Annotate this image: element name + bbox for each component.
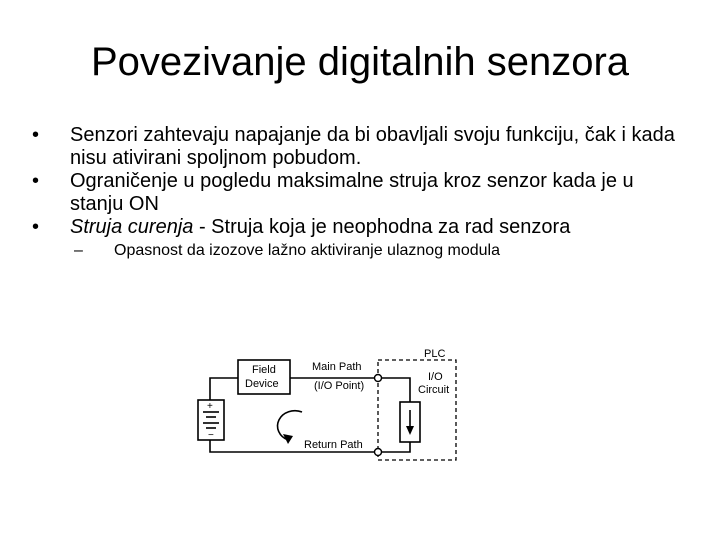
sub-bullet-list <box>70 241 690 261</box>
sub-bullet-text: Opasnost da izozove lažno aktiviranje ulaznog modula <box>114 242 501 259</box>
main-path-label: Main Path <box>312 361 362 373</box>
bullet-item <box>30 170 690 216</box>
plc-label: PLC <box>424 348 446 360</box>
sub-bullet-item <box>70 241 690 261</box>
battery-plus: + <box>207 401 213 412</box>
bullet-item <box>30 124 690 170</box>
return-terminal <box>375 449 382 456</box>
bullet-text: Ograničenje u pogledu maksimalne struja kroz senzor kada je u stanju ON <box>70 170 634 215</box>
sensor-circuit-diagram <box>192 340 492 470</box>
field-device-label-2: Device <box>245 378 279 390</box>
io-circuit-label-2: Circuit <box>418 384 450 396</box>
bullet-emphasis: Struja curenja <box>70 216 194 238</box>
slide-title: Povezivanje digitalnih senzora <box>90 40 630 84</box>
return-path-label: Return Path <box>304 439 363 451</box>
io-point-label: (I/O Point) <box>314 380 365 392</box>
field-device-label-1: Field <box>252 364 276 376</box>
battery-minus: − <box>208 430 214 441</box>
bullet-text: - Struja koja je neophodna za rad senzora <box>193 216 571 238</box>
io-point-terminal <box>375 375 382 382</box>
bullet-item <box>30 216 690 261</box>
bullet-list <box>30 124 690 261</box>
io-circuit-label-1: I/O <box>428 371 443 383</box>
bullet-text: Senzori zahtevaju napajanje da bi obavljali svoju funkciju, čak i kada nisu ativirani spoljnom pobudom. <box>70 124 675 169</box>
